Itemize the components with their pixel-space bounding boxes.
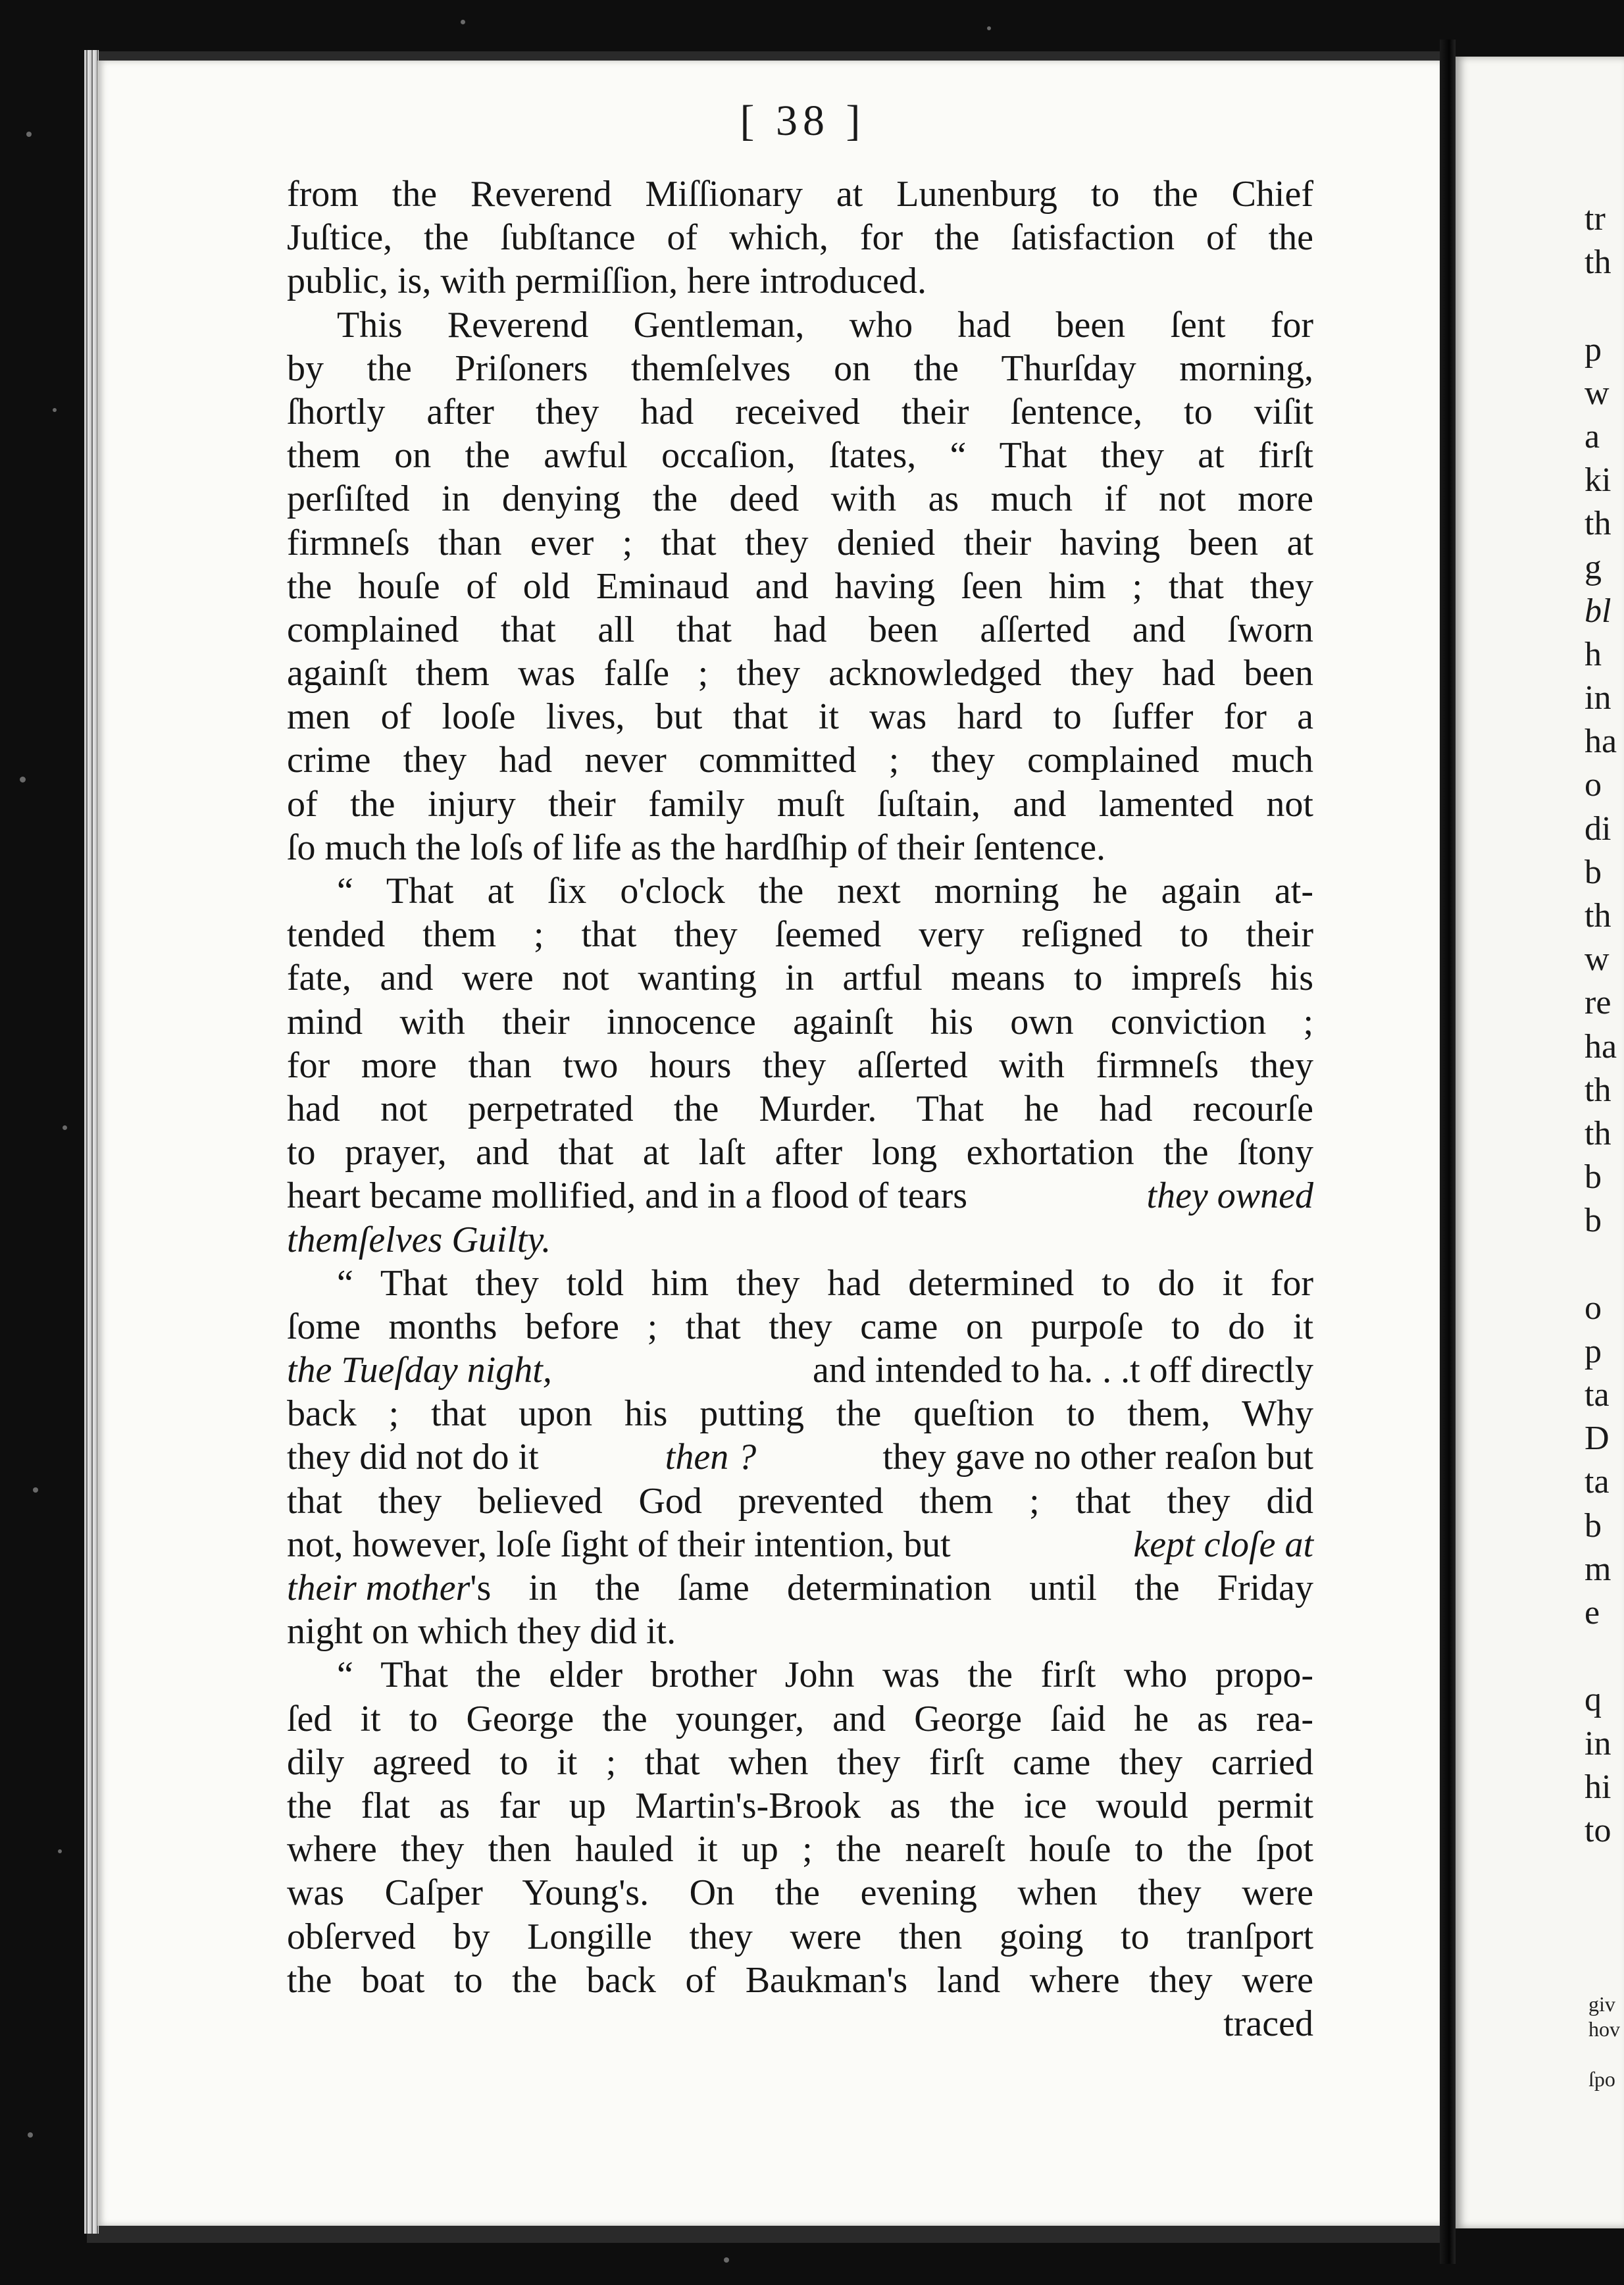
facing-fragment: ki — [1585, 461, 1611, 500]
text-line: tended them ; that they ſeemed very reſigned to their — [287, 914, 1313, 956]
text-line: was Caſper Young's. On the evening when they were — [287, 1872, 1313, 1914]
facing-fragment: th — [1585, 244, 1611, 282]
text-line: fate, and were not wanting in artful means to impreſs his — [287, 958, 1313, 999]
text-line: perſiſted in denying the deed with as much if not more — [287, 478, 1313, 520]
facing-fragment: ha — [1585, 723, 1617, 761]
text-line: ſo much the loſs of life as the hardſhip of their ſentence. — [287, 827, 1106, 868]
facing-page-text — [1585, 197, 1624, 1853]
facing-fragment: ta — [1585, 1463, 1610, 1501]
italic-text: they owned — [1146, 1175, 1313, 1217]
facing-fragment — [1585, 1243, 1624, 1287]
text-line: ſome months before ; that they came on purpoſe to do it — [287, 1306, 1313, 1347]
facing-fragment: di — [1585, 809, 1611, 848]
facing-fragment: b — [1585, 1202, 1602, 1240]
book-gutter — [1440, 39, 1456, 2264]
facing-fragment: a — [1585, 417, 1600, 455]
facing-fragment — [1585, 284, 1624, 328]
text-line — [287, 1174, 1313, 1218]
text-line: complained that all that had been aſſerted and ſworn — [287, 609, 1313, 650]
facing-fragment: p — [1585, 330, 1602, 369]
italic-text: their mother — [287, 1568, 470, 1608]
text-line: that they believed God prevented them ; that they did — [287, 1480, 1313, 1522]
text-line: where they then hauled it up ; the neareſt houſe to the ſpot — [287, 1829, 1313, 1870]
facing-fragment: in — [1585, 679, 1611, 717]
text-line: Juſtice, the ſubſtance of which, for the ſatisfaction of the — [287, 217, 1313, 259]
facing-fragment: b — [1585, 1506, 1602, 1545]
text-line: for more than two hours they aſſerted with firmneſs they — [287, 1044, 1313, 1086]
facing-fragment — [1585, 1635, 1624, 1678]
text-line: obſerved by Longille they were then going to tranſport — [287, 1916, 1313, 1957]
facing-fragment: to — [1585, 1811, 1611, 1849]
text-line: firmneſs than ever ; that they denied their having been at — [287, 522, 1313, 563]
text-fragment: they did not do it — [287, 1437, 539, 1478]
facing-fragment: th — [1585, 897, 1611, 935]
text-fragment: not, however, loſe ſight of their intention, but — [287, 1524, 951, 1565]
facing-fragment: ta — [1585, 1376, 1610, 1414]
facing-fragment: re — [1585, 984, 1611, 1022]
text-line: crime they had never committed ; they complained much — [287, 740, 1313, 781]
body-text — [287, 172, 1313, 2045]
italic-text: then ? — [665, 1437, 757, 1478]
text-fragment: heart became mollified, and in a flood of tears — [287, 1175, 968, 1217]
facing-fragment: m — [1585, 1550, 1611, 1588]
text-line: by the Priſoners themſelves on the Thurſday morning, — [287, 347, 1313, 389]
text-line: the flat as far up Martin's-Brook as the ice would permit — [287, 1785, 1313, 1826]
text-line: had not perpetrated the Murder. That he had recourſe — [287, 1088, 1313, 1129]
text-line — [287, 1523, 1313, 1566]
text-line: the houſe of old Eminaud and having ſeen him ; that they — [287, 565, 1313, 607]
text-line: “ That the elder brother John was the firſt who propo- — [337, 1655, 1313, 1696]
facing-fragment: o — [1585, 766, 1602, 804]
text-line: ſhortly after they had received their ſentence, to viſit — [287, 391, 1313, 432]
facing-fragment: th — [1585, 1071, 1611, 1109]
facing-fragment: h — [1585, 635, 1602, 673]
facing-fragment: w — [1585, 374, 1610, 412]
text-line: mind with their innocence againſt his own conviction ; — [287, 1001, 1313, 1042]
italic-text: kept cloſe at — [1133, 1524, 1313, 1565]
italic-text: themſelves Guilty. — [287, 1219, 551, 1260]
text-line: men of looſe lives, but that it was hard to ſuffer for a — [287, 696, 1313, 738]
text-line: This Reverend Gentleman, who had been ſent for — [337, 304, 1313, 346]
facing-fragment: in — [1585, 1724, 1611, 1762]
text-line: “ That at ſix o'clock the next morning he again at- — [337, 871, 1313, 911]
text-line — [287, 1218, 1313, 1262]
text-line: night on which they did it. — [287, 1611, 676, 1653]
facing-fragment: b — [1585, 853, 1602, 891]
text-line: againſt them was falſe ; they acknowledged they had been — [287, 653, 1313, 694]
facing-fragment: hi — [1585, 1768, 1611, 1806]
facing-fragment: w — [1585, 940, 1610, 979]
text-line — [287, 1566, 1313, 1610]
text-line: ſed it to George the younger, and George ſaid he as rea- — [287, 1698, 1313, 1739]
facing-fragment: bl — [1585, 592, 1611, 630]
facing-fragment: giv — [1588, 1992, 1615, 2016]
text-line — [287, 1435, 1313, 1479]
facing-fragment: th — [1585, 1114, 1611, 1152]
facing-fragment: tr — [1585, 200, 1606, 238]
facing-fragment: hov — [1588, 2017, 1620, 2041]
facing-footnote — [1588, 1991, 1624, 2092]
italic-text: the Tueſday night, — [287, 1350, 552, 1391]
text-line: the boat to the back of Baukman's land where they were — [287, 1959, 1313, 2001]
text-fragment: and intended to ha. . .t off directly — [813, 1350, 1313, 1391]
text-line: dily agreed to it ; that when they firſt came they carried — [287, 1741, 1313, 1783]
facing-fragment: ſpo — [1588, 2067, 1615, 2091]
facing-fragment: o — [1585, 1289, 1602, 1327]
text-line: them on the awful occaſion, ſtates, “ That they at firſt — [287, 435, 1313, 476]
facing-fragment: e — [1585, 1594, 1600, 1631]
catchword: traced — [1223, 2003, 1313, 2044]
facing-fragment: ha — [1585, 1027, 1617, 1065]
facing-fragment: q — [1585, 1681, 1602, 1719]
text-fragment: they gave no other reaſon but — [882, 1437, 1313, 1478]
facing-fragment: g — [1585, 548, 1602, 586]
text-line — [287, 1348, 1313, 1392]
facing-fragment: D — [1585, 1420, 1610, 1458]
text-line: of the injury their family muſt ſuſtain, and lamented not — [287, 783, 1313, 825]
page-edge — [84, 50, 99, 2234]
text-line: public, is, with permiſſion, here introduced. — [287, 261, 927, 302]
facing-fragment: th — [1585, 505, 1611, 543]
text-line: “ That they told him they had determined to do it for — [337, 1262, 1313, 1304]
text-line: to prayer, and that at laſt after long exhortation the ſtony — [287, 1132, 1313, 1173]
facing-fragment — [1588, 2041, 1624, 2067]
page-number: [ 38 ] — [740, 97, 866, 145]
text-fragment: 's in the ſame determination until the Friday — [470, 1568, 1313, 1608]
facing-fragment: b — [1585, 1158, 1602, 1196]
text-line: back ; that upon his putting the queſtion to them, Why — [287, 1393, 1313, 1435]
text-line: from the Reverend Miſſionary at Lunenburg to the Chief — [287, 174, 1313, 215]
facing-fragment: p — [1585, 1332, 1602, 1370]
